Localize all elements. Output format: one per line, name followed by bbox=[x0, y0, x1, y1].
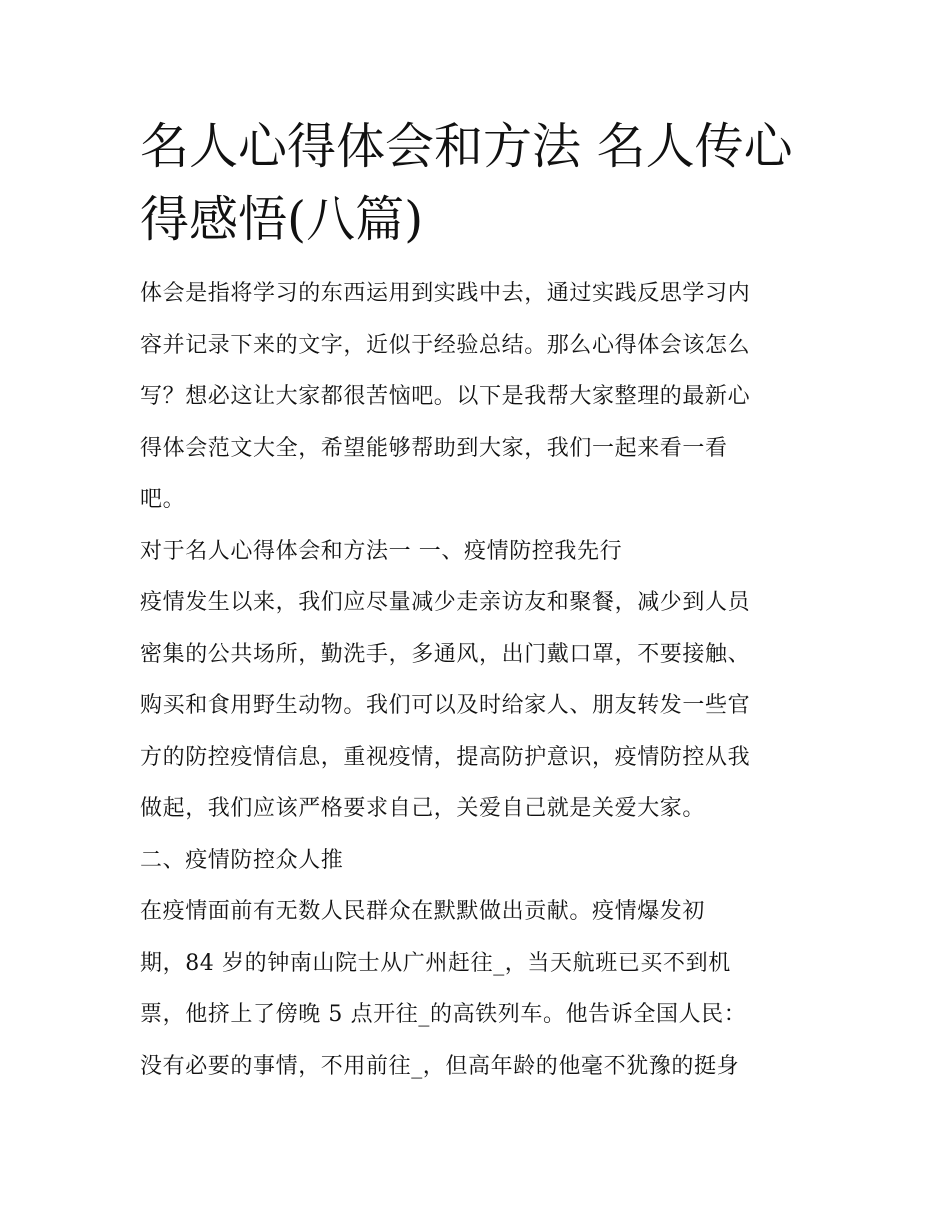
body-line: 得体会范文大全，希望能够帮助到大家，我们一起来看一看 bbox=[140, 435, 728, 461]
body-line: 疫情发生以来，我们应尽量减少走亲访友和聚餐，减少到人员 bbox=[140, 590, 751, 615]
body-line: 期，84 岁的钟南山院士从广州赶往_，当天航班已买不到机 bbox=[140, 950, 731, 976]
document-page bbox=[140, 110, 820, 1092]
body-line: 方的防控疫情信息，重视疫情，提高防护意识，疫情防控从我 bbox=[140, 744, 751, 770]
section-heading: 二、疫情防控众人推 bbox=[140, 847, 344, 873]
body-line: 容并记录下来的文字，近似于经验总结。那么心得体会该怎么 bbox=[140, 332, 751, 358]
body-line: 密集的公共场所，勤洗手，多通风，出门戴口罩，不要接触、 bbox=[140, 641, 751, 667]
document-title: 名人心得体会和方法 名人传心得感悟(八篇) bbox=[140, 118, 793, 248]
body-line: 体会是指将学习的东西运用到实践中去，通过实践反思学习内 bbox=[140, 281, 751, 306]
body-line: 做起，我们应该严格要求自己，关爱自己就是关爱大家。 bbox=[140, 796, 706, 821]
body-line: 吧。 bbox=[140, 487, 186, 512]
body-line: 购买和食用野生动物。我们可以及时给家人、朋友转发一些官 bbox=[140, 693, 751, 718]
body-line: 写？想必这让大家都很苦恼吧。以下是我帮大家整理的最新心 bbox=[140, 384, 751, 409]
document-body bbox=[140, 268, 820, 1092]
section-heading: 对于名人心得体会和方法一 一、疫情防控我先行 bbox=[140, 538, 623, 564]
body-line: 没有必要的事情，不用前往_，但高年龄的他毫不犹豫的挺身 bbox=[140, 1053, 740, 1079]
body-line: 在疫情面前有无数人民群众在默默做出贡献。疫情爆发初 bbox=[140, 899, 706, 924]
body-line: 票，他挤上了傍晚 5 点开往_的高铁列车。他告诉全国人民： bbox=[140, 1002, 747, 1027]
